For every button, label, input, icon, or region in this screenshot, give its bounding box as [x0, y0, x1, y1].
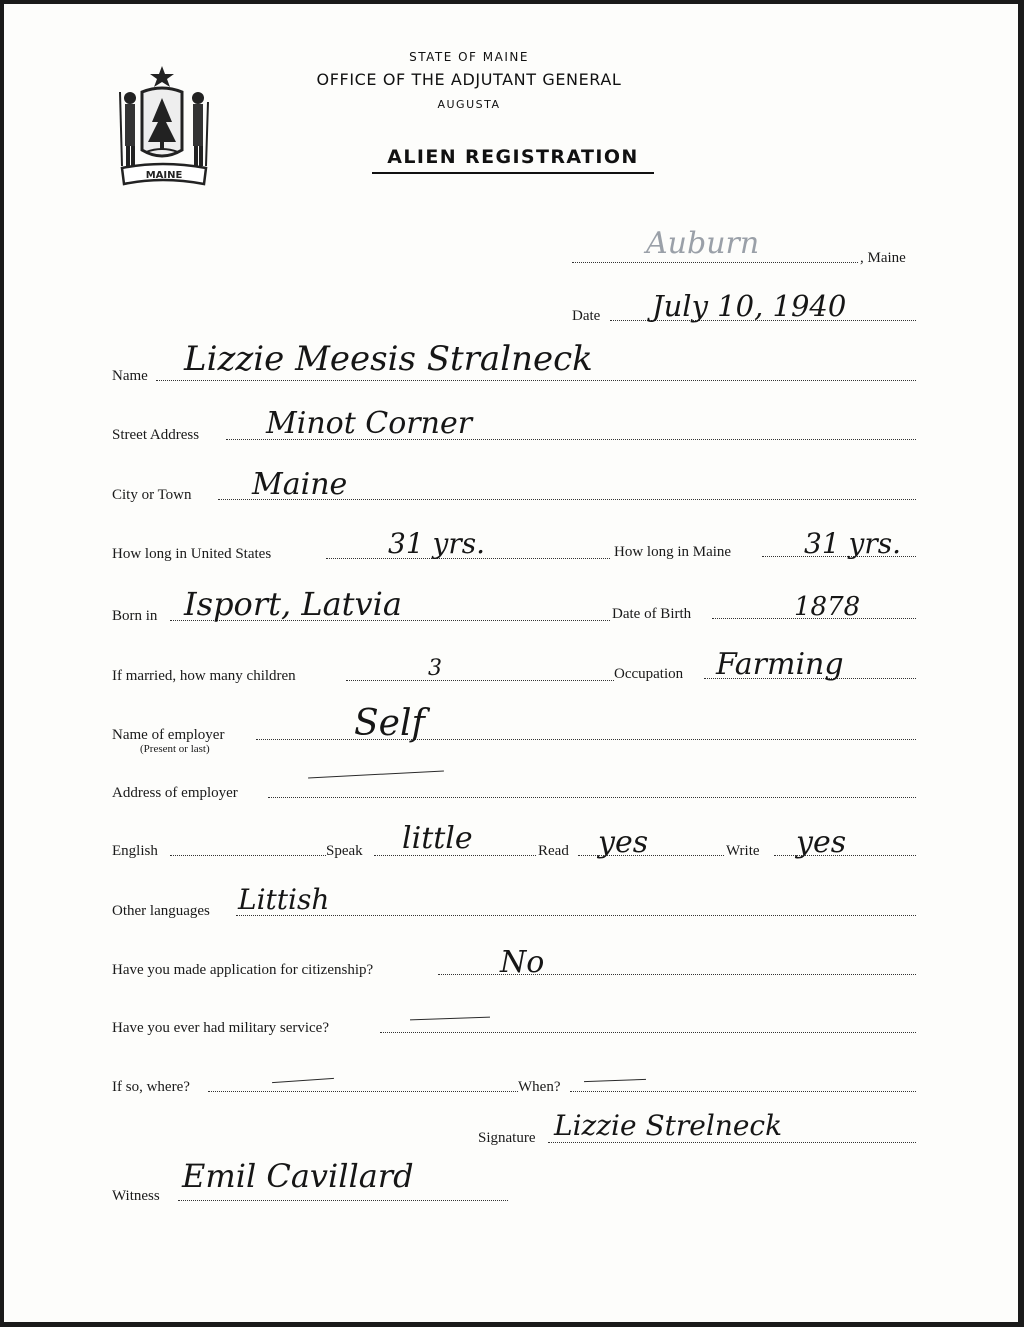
town-line [572, 262, 858, 263]
employer-value: Self [354, 703, 425, 744]
other-languages-line [236, 915, 916, 916]
write-value: yes [796, 825, 847, 860]
name-line [156, 380, 916, 381]
english-label: English [112, 843, 158, 859]
military-line [380, 1032, 916, 1033]
military-label: Have you ever had military service? [112, 1020, 329, 1036]
seal-ribbon-text: MAINE [145, 170, 183, 181]
children-line [346, 680, 614, 681]
speak-value: little [402, 821, 473, 856]
other-languages-value: Littish [238, 883, 330, 916]
english-line [170, 855, 326, 856]
employer-label: Name of employer [112, 727, 225, 743]
children-label: If married, how many children [112, 668, 296, 684]
town-value: Auburn [646, 226, 760, 261]
when-dash [584, 1079, 646, 1082]
registration-form [4, 4, 1018, 1322]
maine-label: , Maine [860, 250, 906, 266]
date-value: July 10, 1940 [652, 289, 847, 323]
born-in-value: Isport, Latvia [184, 585, 402, 623]
other-languages-label: Other languages [112, 903, 210, 919]
employer-sublabel: (Present or last) [140, 743, 210, 755]
how-long-us-label: How long in United States [112, 546, 272, 562]
signature-label: Signature [478, 1130, 536, 1146]
date-of-birth-value: 1878 [794, 592, 861, 622]
write-label: Write [726, 843, 760, 859]
when-label: When? [518, 1079, 561, 1095]
city-label: City or Town [112, 487, 192, 503]
how-long-maine-label: How long in Maine [614, 544, 732, 560]
citizenship-value: No [500, 945, 545, 980]
how-long-us-value: 31 yrs. [388, 527, 486, 560]
employer-address-line [268, 797, 916, 798]
date-of-birth-label: Date of Birth [612, 606, 692, 622]
signature-value: Lizzie Strelneck [554, 1109, 783, 1142]
employer-address-dash [308, 770, 444, 778]
date-label: Date [572, 308, 601, 324]
form-title: ALIEN REGISTRATION [372, 146, 654, 174]
born-in-label: Born in [112, 608, 158, 624]
street-address-value: Minot Corner [266, 406, 473, 441]
occupation-value: Farming [716, 647, 844, 682]
street-address-label: Street Address [112, 427, 200, 443]
witness-label: Witness [112, 1188, 160, 1204]
occupation-label: Occupation [614, 666, 684, 682]
name-label: Name [112, 368, 148, 384]
witness-value: Emil Cavillard [182, 1157, 414, 1195]
where-line [208, 1091, 518, 1092]
citizenship-label: Have you made application for citizenship? [112, 962, 374, 978]
speak-label: Speak [326, 843, 363, 859]
header-city: AUGUSTA [437, 98, 501, 111]
when-line [570, 1091, 916, 1092]
read-value: yes [598, 825, 649, 860]
where-dash [272, 1078, 334, 1083]
where-label: If so, where? [112, 1079, 190, 1095]
children-value: 3 [428, 656, 442, 681]
city-value: Maine [252, 467, 348, 502]
header-office: OFFICE OF THE ADJUTANT GENERAL [316, 70, 622, 89]
witness-line [178, 1200, 508, 1201]
how-long-maine-value: 31 yrs. [804, 527, 902, 560]
employer-address-label: Address of employer [112, 785, 238, 801]
name-value: Lizzie Meesis Stralneck [184, 339, 593, 379]
read-label: Read [538, 843, 569, 859]
signature-line [548, 1142, 916, 1143]
military-dash [410, 1017, 490, 1021]
header-state: STATE OF MAINE [409, 50, 529, 64]
maine-seal-emblem [112, 62, 222, 192]
